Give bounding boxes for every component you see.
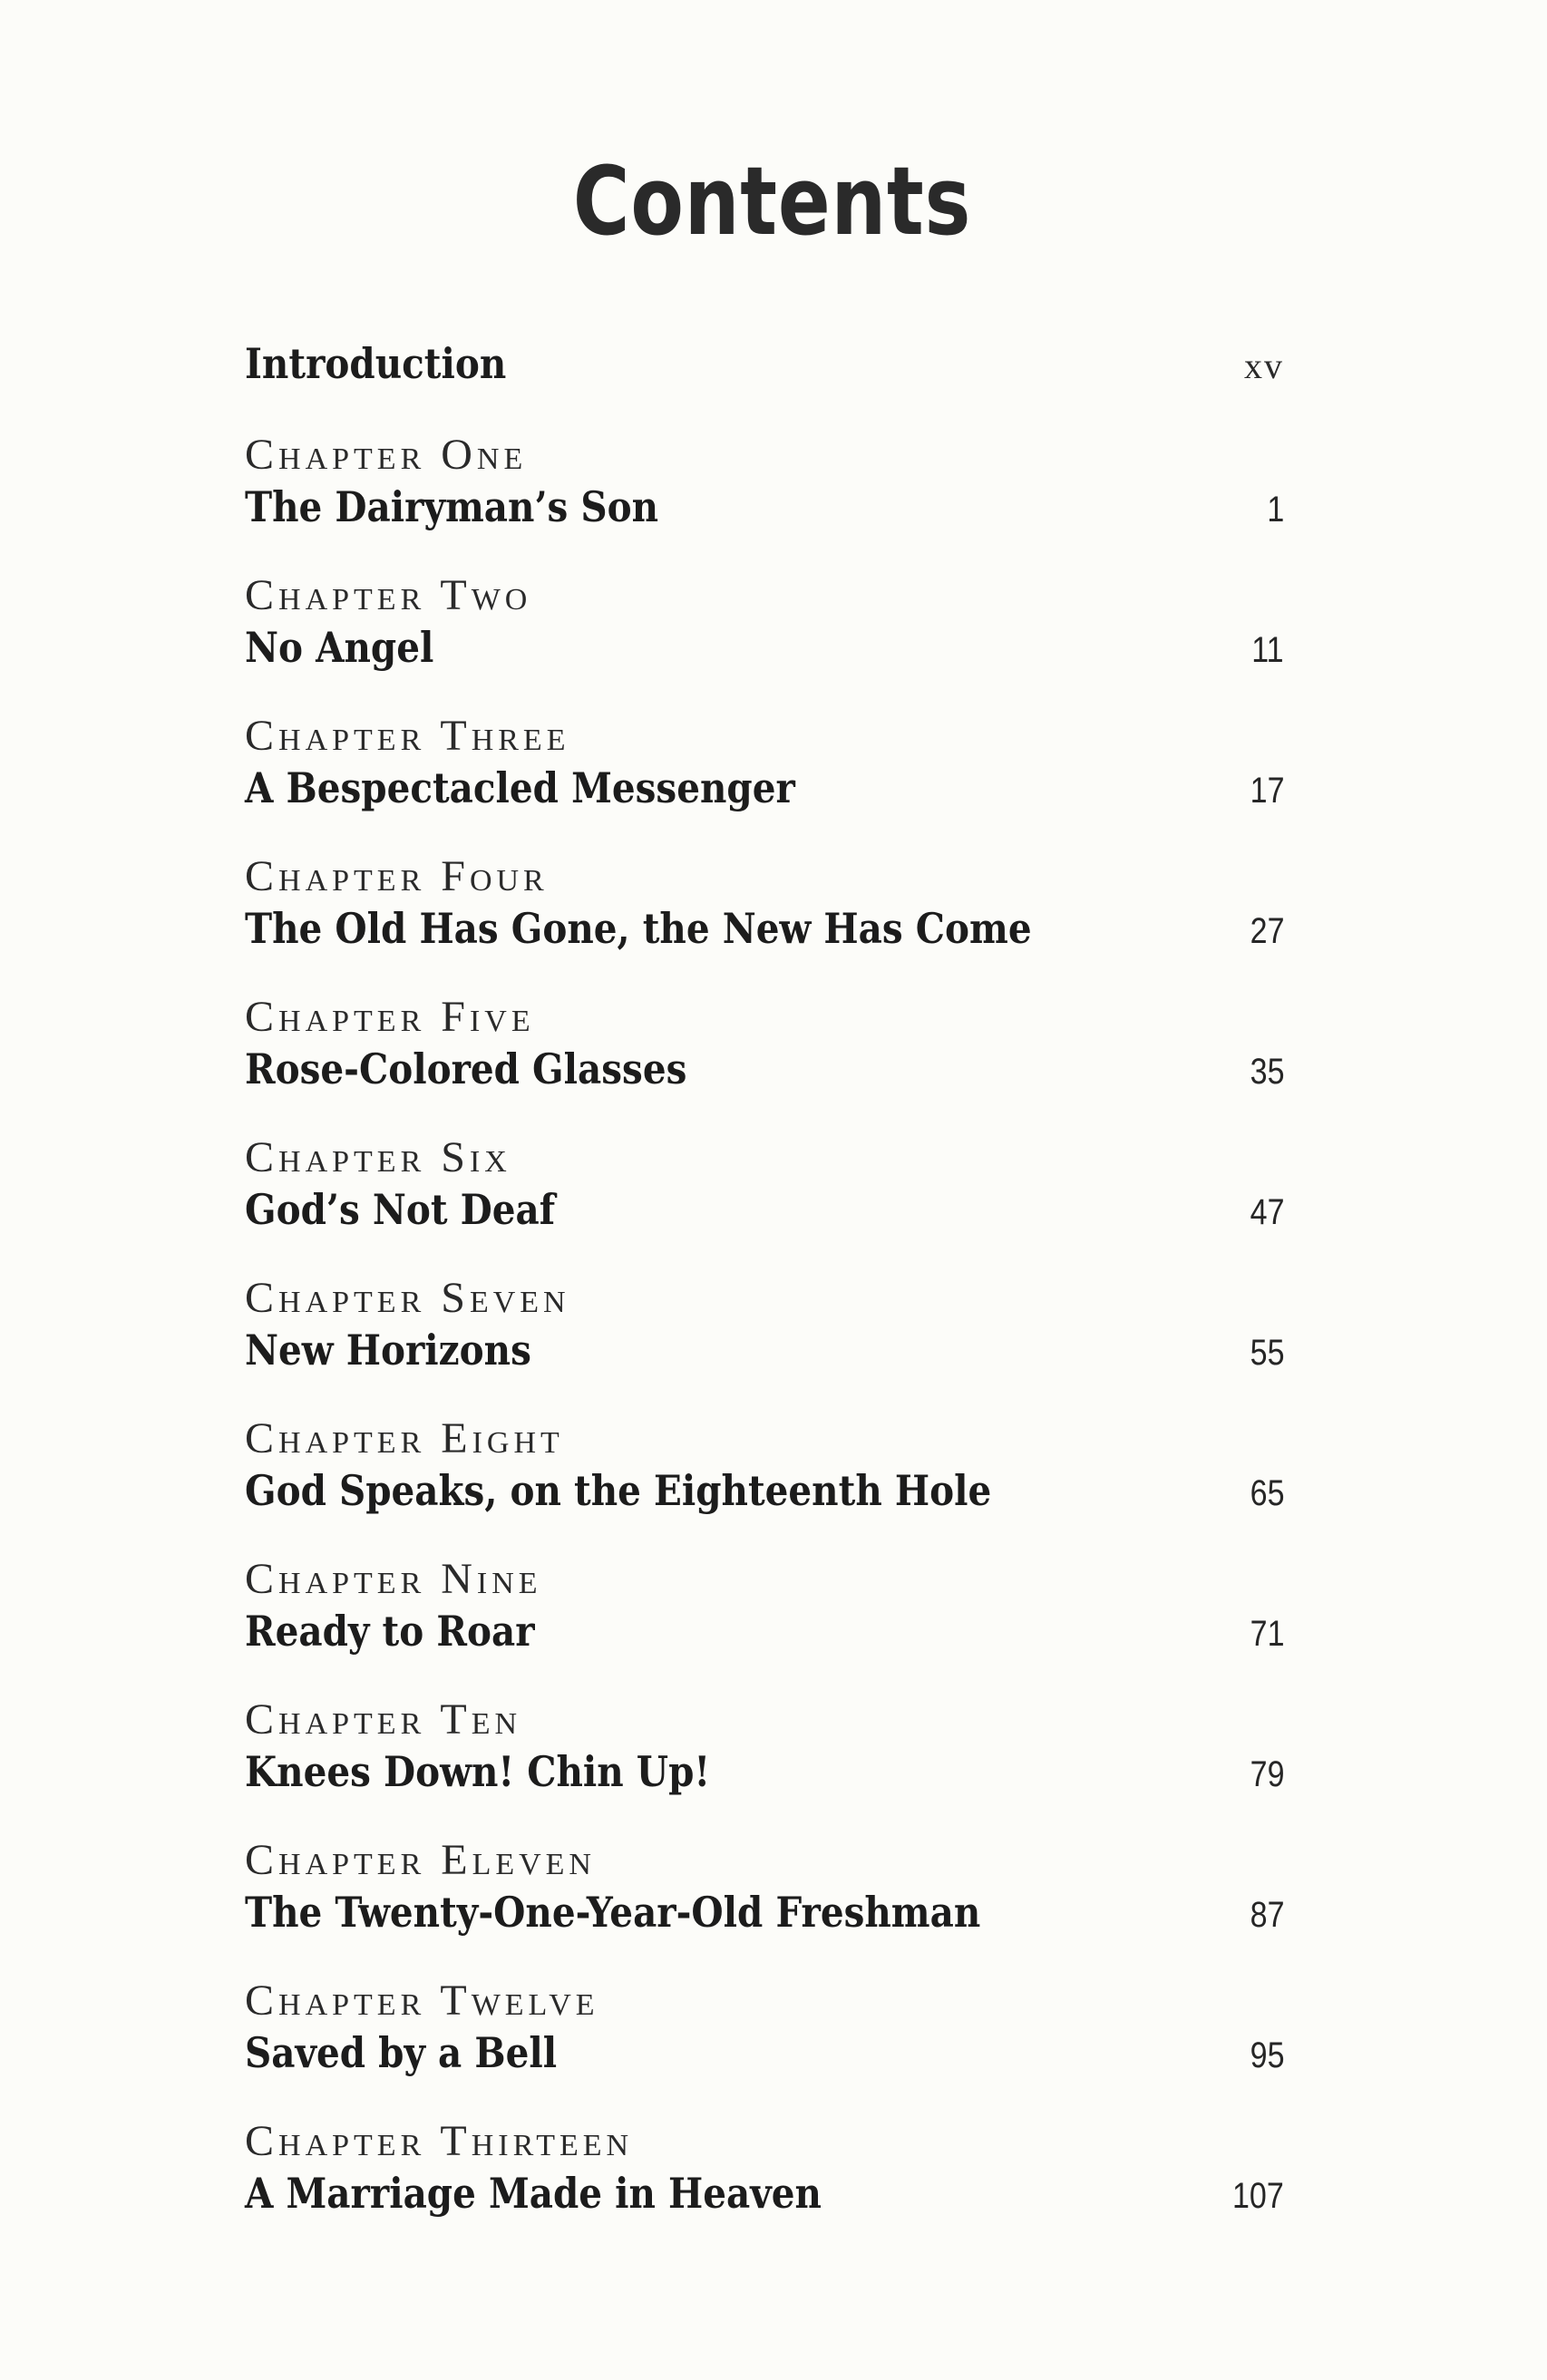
chapter-label: Chapter Ten [245,1695,522,1744]
chapter-label: Chapter Seven [245,1274,570,1322]
page-title: Contents [572,146,972,257]
chapter-label: Chapter One [245,431,528,479]
chapter-page-number: 107 [1232,2176,1284,2216]
chapter-title[interactable]: Knees Down! Chin Up! [245,1747,711,1796]
chapter-entry[interactable] [245,1979,1284,2120]
chapter-title[interactable]: A Bespectacled Messenger [245,763,795,812]
chapter-page-number: 27 [1250,911,1284,951]
chapter-label: Chapter Twelve [245,1977,599,2025]
chapter-entry[interactable] [245,993,1284,1136]
chapter-title[interactable]: A Marriage Made in Heaven [245,2169,822,2218]
chapter-entry[interactable] [245,2117,1284,2260]
introduction-page-number: xv [1244,345,1284,386]
chapter-label: Chapter Eleven [245,1836,596,1884]
chapter-label: Chapter Thirteen [245,2117,634,2165]
chapter-page-number: 79 [1250,1754,1284,1794]
chapter-title[interactable]: The Twenty-One-Year-Old Freshman [245,1888,981,1937]
chapter-entry[interactable] [245,1555,1284,1698]
chapter-label: Chapter Eight [245,1414,564,1462]
chapter-title[interactable]: The Old Has Gone, the New Has Come [245,904,1032,953]
chapter-entry[interactable] [245,1133,1284,1277]
chapter-title[interactable]: Rose-Colored Glasses [245,1044,687,1093]
chapter-page-number: 55 [1250,1333,1284,1373]
chapter-entry[interactable] [245,1836,1284,1979]
chapter-entry[interactable] [245,433,1284,574]
chapter-page-number: 1 [1267,490,1284,529]
chapter-entry[interactable] [245,1695,1284,1839]
chapter-label: Chapter Three [245,712,570,760]
chapter-title[interactable]: No Angel [245,623,434,672]
chapter-title[interactable]: God’s Not Deaf [245,1185,556,1234]
chapter-entry[interactable] [245,1274,1284,1417]
chapter-page-number: 71 [1250,1614,1284,1654]
chapter-page-number: 95 [1250,2035,1284,2075]
chapter-page-number: 47 [1250,1192,1284,1232]
chapter-title[interactable]: God Speaks, on the Eighteenth Hole [245,1466,992,1515]
chapter-page-number: 11 [1251,630,1284,670]
chapter-page-number: 65 [1250,1473,1284,1513]
chapter-entry[interactable] [245,1414,1284,1558]
chapter-title[interactable]: Saved by a Bell [245,2028,558,2077]
chapter-page-number: 87 [1250,1895,1284,1935]
chapter-title[interactable]: New Horizons [245,1326,531,1375]
chapter-entry[interactable] [245,571,1284,714]
chapter-list [245,433,1284,2260]
introduction-title[interactable]: Introduction [245,339,507,388]
chapter-page-number: 17 [1250,771,1284,811]
chapter-entry[interactable] [245,852,1284,996]
chapter-label: Chapter Nine [245,1555,542,1603]
chapter-label: Chapter Four [245,852,549,900]
chapter-title[interactable]: Ready to Roar [245,1607,535,1656]
chapter-title[interactable]: The Dairyman’s Son [245,482,659,531]
chapter-label: Chapter Five [245,993,535,1041]
chapter-entry[interactable] [245,714,1284,855]
chapter-label: Chapter Two [245,571,532,619]
chapter-label: Chapter Six [245,1133,511,1181]
chapter-page-number: 35 [1250,1052,1284,1092]
